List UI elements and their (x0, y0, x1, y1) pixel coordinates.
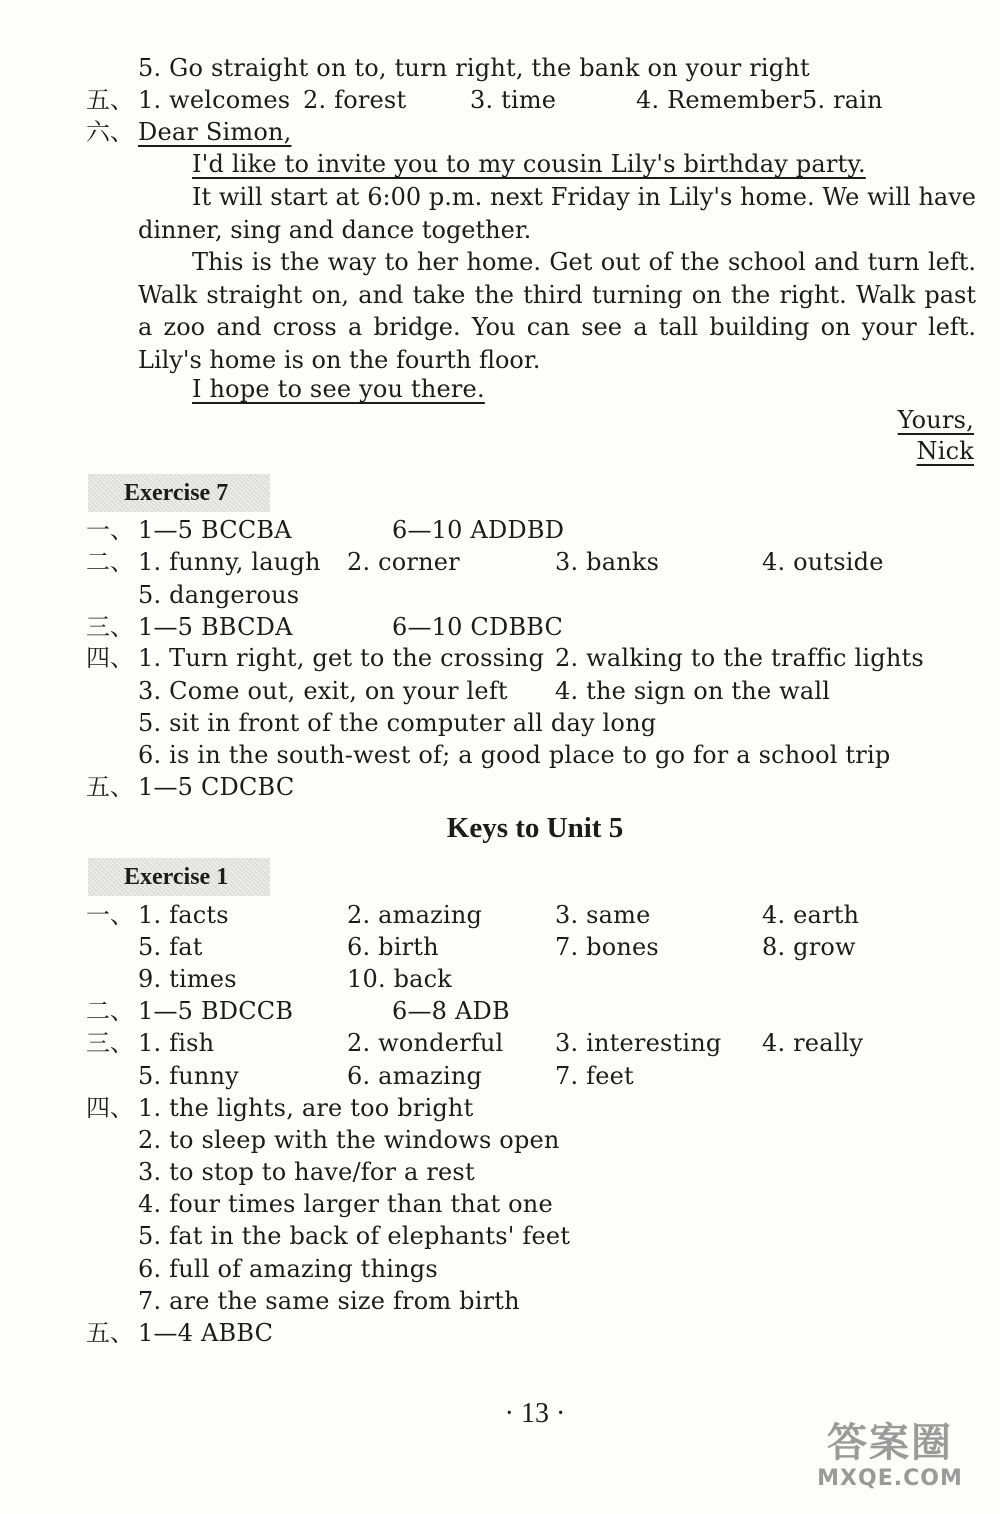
answer-item: 6. birth (347, 933, 439, 961)
answer-item: 1. the lights, are too bright (138, 1094, 474, 1122)
answer-item: 1—5 BDCCB (138, 997, 294, 1025)
letter-paragraph: This is the way to her home. Get out of the school and turn left. Walk straight on, and take the third turning on the right. Walk past a zoo and cross a bridge. You can see a tall building on your left. Lily's home is on the fourth floor. (138, 248, 976, 374)
answer-item: 1—4 ABBC (138, 1319, 274, 1347)
answer-item: 1—5 CDCBC (138, 773, 295, 801)
answer-item: 3. interesting (555, 1029, 722, 1057)
answer-item: 6—10 ADDBD (392, 516, 565, 544)
answer-item: 7. are the same size from birth (138, 1287, 520, 1315)
answer-item: 4. Remember (636, 86, 802, 114)
answer-item: 7. bones (555, 933, 659, 961)
answer-item: 7. feet (555, 1062, 634, 1090)
answer-item: 5. rain (802, 86, 883, 114)
answer-item: 4. outside (762, 548, 884, 576)
watermark-logo: 答案圈 MXQE.COM (817, 1420, 963, 1491)
answer-item: 4. four times larger than that one (138, 1190, 553, 1218)
answer-item: 1. funny, laugh (138, 548, 321, 576)
answer-item: 6. amazing (347, 1062, 483, 1090)
section-label: 四、 (86, 644, 134, 672)
answer-item: 3. time (470, 86, 557, 114)
answer-item: 5. funny (138, 1062, 239, 1090)
answer-item: 5. dangerous (138, 581, 300, 609)
answer-item: 2. wonderful (347, 1029, 504, 1057)
answer-item: 2. corner (347, 548, 460, 576)
section-label: 三、 (86, 1029, 134, 1057)
answer-item: 1—5 BBCDA (138, 613, 293, 641)
answer-item: 2. amazing (347, 901, 483, 929)
answer-item: 4. really (762, 1029, 864, 1057)
answer-item: 1. Turn right, get to the crossing (138, 644, 545, 672)
answer-item: 1. fish (138, 1029, 215, 1057)
answer-item: 2. walking to the traffic lights (555, 644, 924, 672)
section-label: 二、 (86, 548, 134, 576)
section-label: 五、 (86, 86, 134, 114)
answer-item: 1. welcomes (138, 86, 291, 114)
answer-item: 2. to sleep with the windows open (138, 1126, 560, 1154)
letter-paragraph: It will start at 6:00 p.m. next Friday in Lily's home. We will have dinner, sing and dance together. (138, 183, 976, 244)
letter-closing-line: I hope to see you there. (192, 375, 485, 403)
answer-line: 5. Go straight on to, turn right, the bank on your right (138, 54, 810, 82)
exercise-7-title: Exercise 7 (88, 474, 270, 512)
answer-item: 3. to stop to have/for a rest (138, 1158, 475, 1186)
answer-item: 5. sit in front of the computer all day long (138, 709, 657, 737)
answer-item: 10. back (347, 965, 453, 993)
answer-item: 6—10 CDBBC (392, 613, 564, 641)
answer-item: 1. facts (138, 901, 229, 929)
section-label: 三、 (86, 613, 134, 641)
answer-item: 4. earth (762, 901, 860, 929)
letter-yours: Yours, (897, 406, 974, 434)
answer-item: 6—8 ADB (392, 997, 510, 1025)
answer-item: 3. same (555, 901, 651, 929)
section-label: 四、 (86, 1094, 134, 1122)
section-label: 六、 (86, 118, 134, 146)
answer-item: 6. is in the south-west of; a good place to go for a school trip (138, 741, 891, 769)
unit-heading: Keys to Unit 5 (446, 812, 624, 844)
answer-item: 1—5 BCCBA (138, 516, 292, 544)
letter-line: I'd like to invite you to my cousin Lily's birthday party. (192, 150, 866, 178)
letter-signature: Nick (916, 437, 974, 465)
exercise-1-title: Exercise 1 (88, 858, 270, 896)
answer-item: 3. Come out, exit, on your left (138, 677, 508, 705)
section-label: 五、 (86, 773, 134, 801)
section-label: 一、 (86, 516, 134, 544)
section-label: 五、 (86, 1319, 134, 1347)
answer-item: 5. fat in the back of elephants' feet (138, 1222, 571, 1250)
answer-item: 2. forest (303, 86, 407, 114)
page-number: · 13 · (504, 1398, 566, 1429)
answer-item: 5. fat (138, 933, 203, 961)
section-label: 二、 (86, 997, 134, 1025)
letter-salutation: Dear Simon, (138, 118, 292, 146)
section-label: 一、 (86, 901, 134, 929)
answer-item: 4. the sign on the wall (555, 677, 831, 705)
answer-item: 3. banks (555, 548, 660, 576)
answer-item: 6. full of amazing things (138, 1255, 438, 1283)
answer-item: 8. grow (762, 933, 856, 961)
answer-item: 9. times (138, 965, 237, 993)
